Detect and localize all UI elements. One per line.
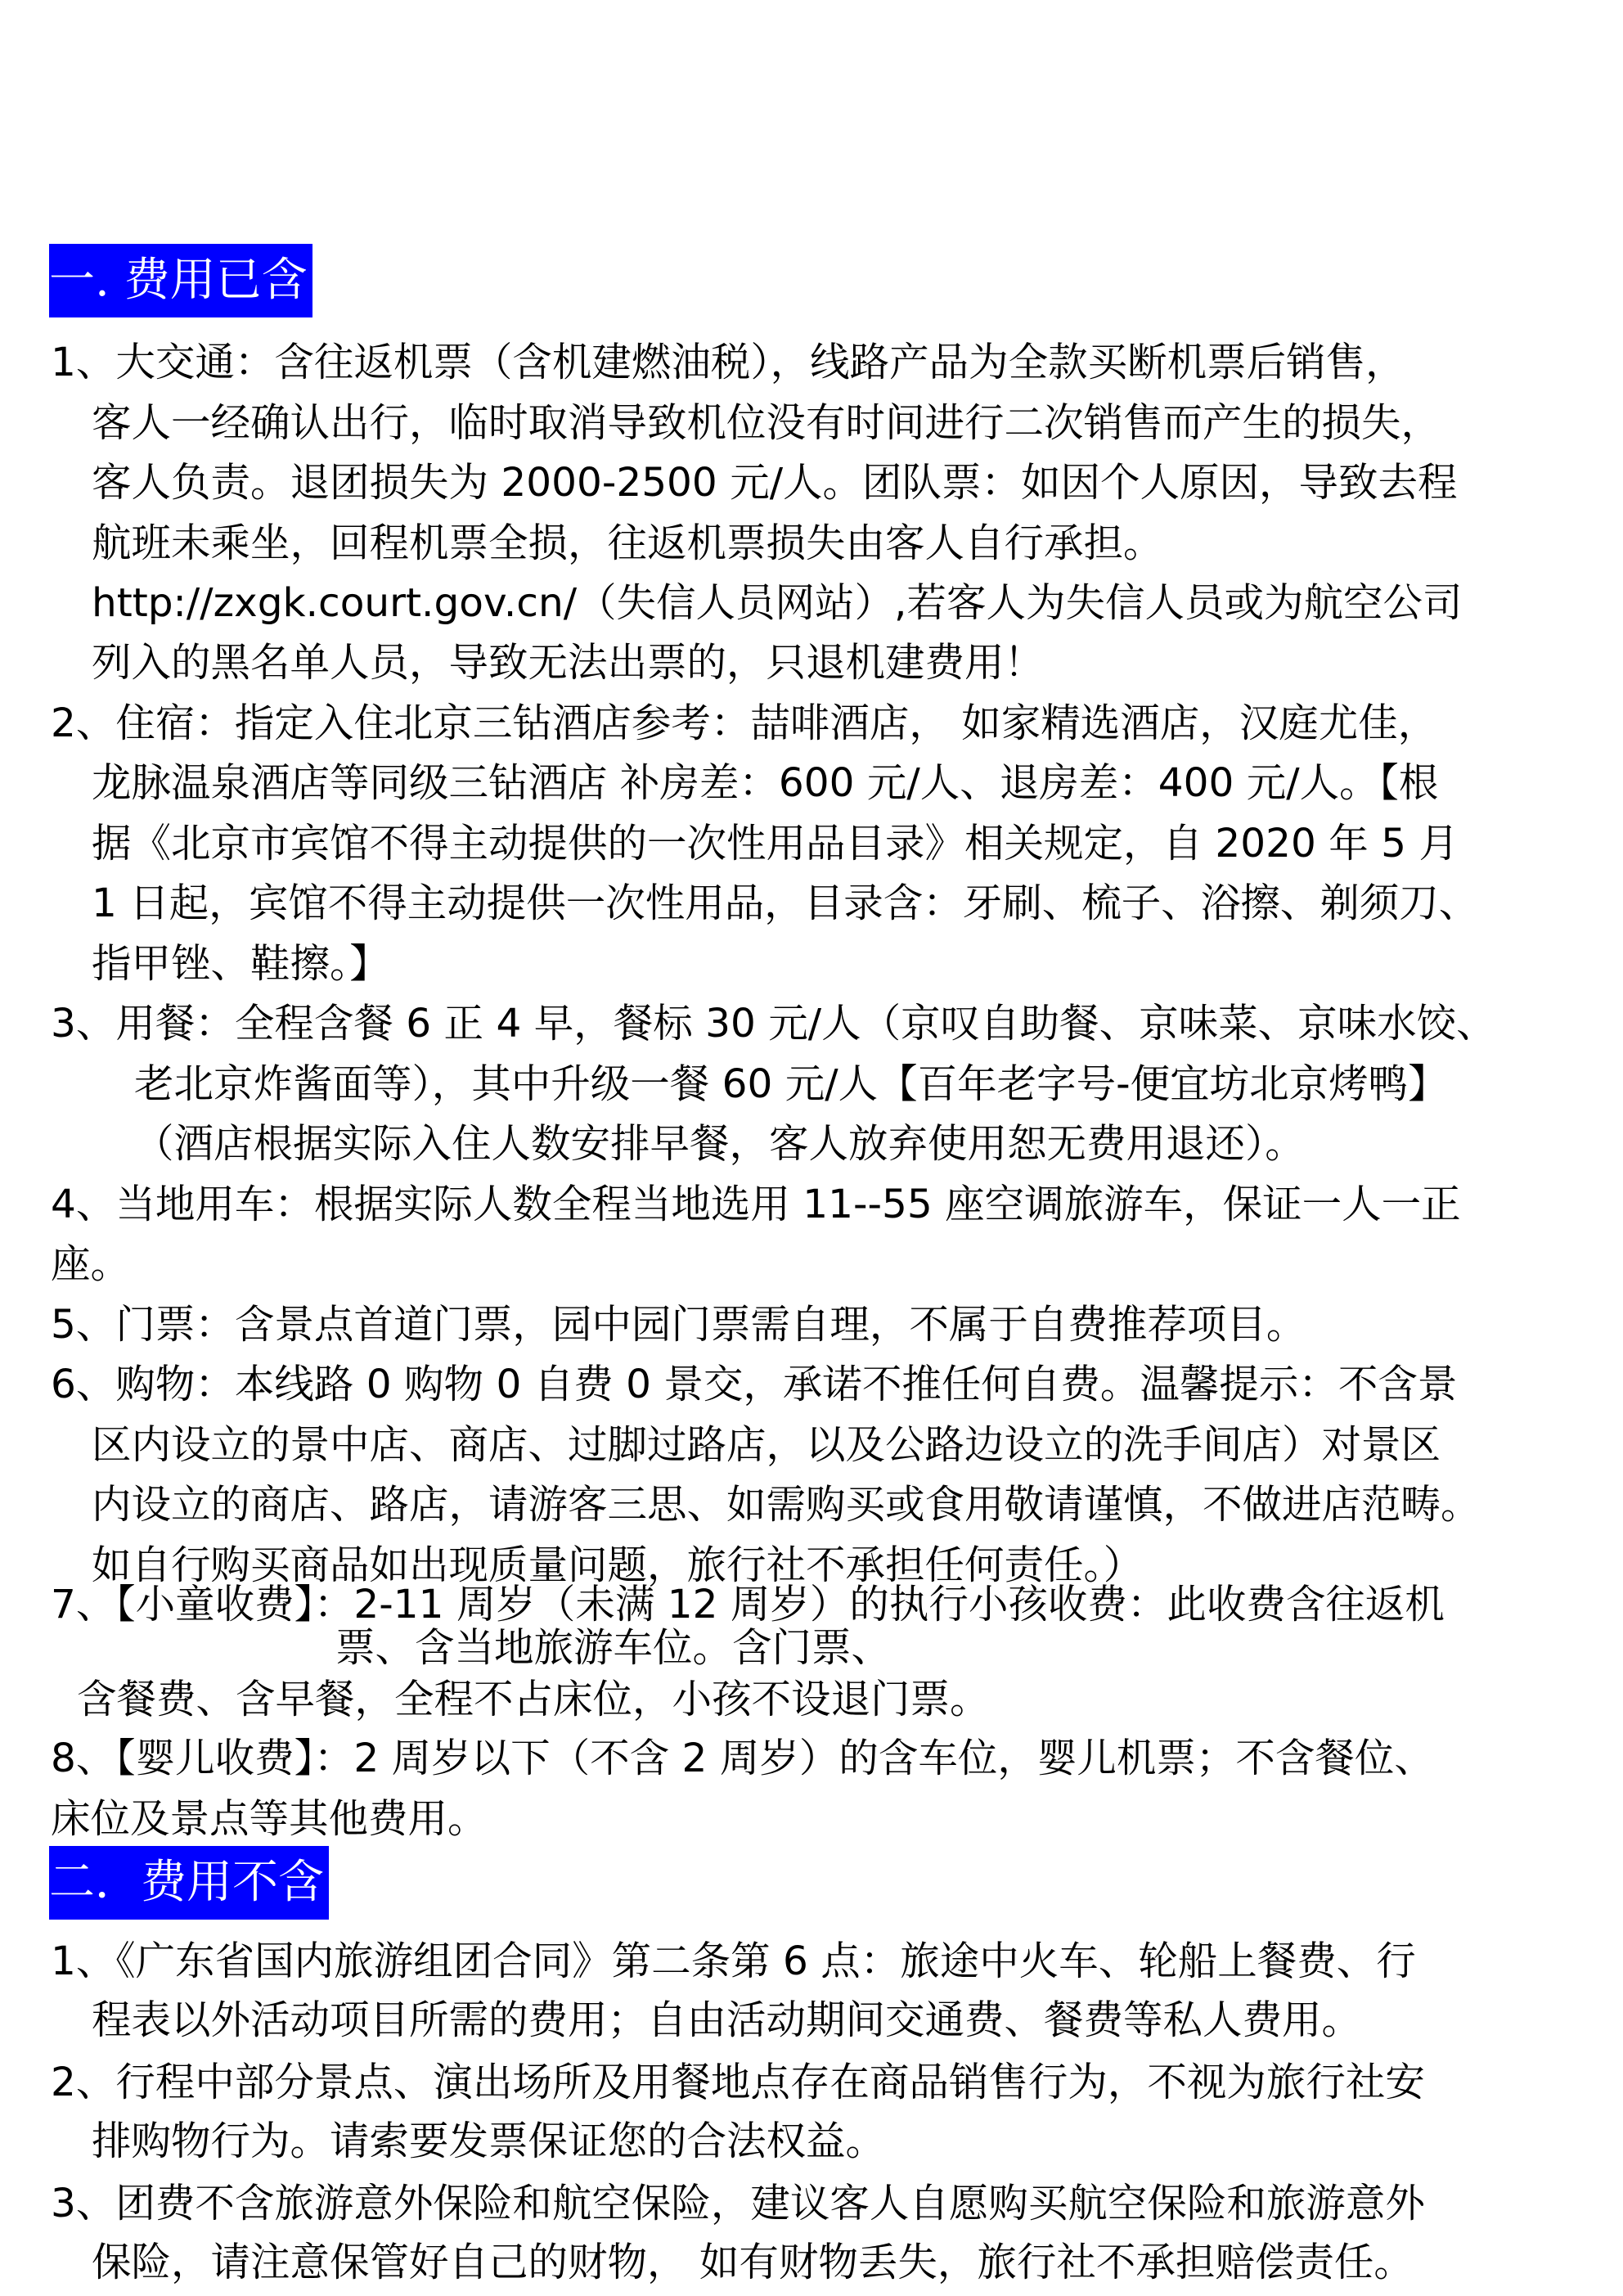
included-line: 含餐费、含早餐，全程不占床位，小孩不设退门票。 bbox=[77, 1677, 990, 1722]
section-heading-included: 一. 费用已含 bbox=[49, 244, 312, 317]
included-line: 7、【小童收费】：2-11 周岁（未满 12 周岁）的执行小孩收费：此收费含往返机 bbox=[51, 1582, 1445, 1627]
excluded-line: 保险，请注意保管好自己的财物， 如有财物丢失，旅行社不承担赔偿责任。 bbox=[92, 2240, 1414, 2285]
included-line: 3、用餐：全程含餐 6 正 4 早，餐标 30 元/人（京叹自助餐、京味菜、京味水饺、 bbox=[51, 1001, 1496, 1047]
included-line: 指甲锉、鞋擦。】 bbox=[92, 941, 389, 987]
included-line: 座。 bbox=[51, 1241, 131, 1287]
excluded-line: 排购物行为。请索要发票保证您的合法权益。 bbox=[92, 2118, 886, 2164]
included-line: 4、当地用车：根据实际人数全程当地选用 11--55 座空调旅游车，保证一人一正 bbox=[51, 1182, 1461, 1227]
included-line: http://zxgk.court.gov.cn/（失信人员网站）,若客人为失信人员或为航空公司 bbox=[92, 580, 1463, 626]
included-line: 床位及景点等其他费用。 bbox=[51, 1796, 488, 1842]
included-line: 区内设立的景中店、商店、过脚过路店，以及公路边设立的洗手间店）对景区 bbox=[92, 1422, 1441, 1468]
included-line: 1、大交通：含往返机票（含机建燃油税），线路产品为全款买断机票后销售， bbox=[51, 340, 1405, 385]
included-line: 票、含当地旅游车位。含门票、 bbox=[335, 1625, 892, 1671]
included-line: （酒店根据实际入住人数安排早餐，客人放弃使用恕无费用退还）。 bbox=[134, 1121, 1305, 1167]
included-line: 据《北京市宾馆不得主动提供的一次性用品目录》相关规定，自 2020 年 5 月 bbox=[92, 821, 1459, 867]
excluded-line: 2、行程中部分景点、演出场所及用餐地点存在商品销售行为，不视为旅行社安 bbox=[51, 2060, 1425, 2105]
excluded-line: 3、团费不含旅游意外保险和航空保险，建议客人自愿购买航空保险和旅游意外 bbox=[51, 2181, 1425, 2226]
included-line: 龙脉温泉酒店等同级三钻酒店 补房差：600 元/人、退房差：400 元/人。【根 bbox=[92, 760, 1439, 806]
section-heading-excluded: 二．费用不含 bbox=[49, 1846, 329, 1920]
included-line: 航班未乘坐，回程机票全损，往返机票损失由客人自行承担。 bbox=[92, 520, 1163, 566]
excluded-line: 程表以外活动项目所需的费用；自由活动期间交通费、餐费等私人费用。 bbox=[92, 1997, 1362, 2043]
included-line: 老北京炸酱面等），其中升级一餐 60 元/人【百年老字号-便宜坊北京烤鸭】 bbox=[134, 1061, 1448, 1107]
included-line: 内设立的商店、路店，请游客三思、如需购买或食用敬请谨慎，不做进店范畴。 bbox=[92, 1482, 1481, 1528]
included-line: 6、购物：本线路 0 购物 0 自费 0 景交，承诺不推任何自费。温馨提示：不含景 bbox=[51, 1362, 1458, 1407]
included-line: 5、门票：含景点首道门票，园中园门票需自理，不属于自费推荐项目。 bbox=[51, 1302, 1306, 1348]
included-line: 2、住宿：指定入住北京三钻酒店参考：喆啡酒店， 如家精选酒店，汉庭尤佳， bbox=[51, 700, 1438, 746]
included-line: 如自行购买商品如出现质量问题，旅行社不承担任何责任。） bbox=[92, 1542, 1144, 1588]
included-line: 8、【婴儿收费】：2 周岁以下（不含 2 周岁）的含车位，婴儿机票；不含餐位、 bbox=[51, 1736, 1434, 1781]
included-line: 1 日起，宾馆不得主动提供一次性用品，目录含：牙刷、梳子、浴擦、剃须刀、 bbox=[92, 880, 1479, 926]
included-line: 客人一经确认出行，临时取消导致机位没有时间进行二次销售而产生的损失， bbox=[92, 400, 1441, 446]
included-line: 客人负责。退团损失为 2000-2500 元/人。团队票：如因个人原因，导致去程 bbox=[92, 460, 1458, 506]
included-line: 列入的黑名单人员，导致无法出票的，只退机建费用！ bbox=[92, 640, 1045, 686]
excluded-line: 1、《广东省国内旅游组团合同》第二条第 6 点：旅途中火车、轮船上餐费、行 bbox=[51, 1938, 1416, 1984]
